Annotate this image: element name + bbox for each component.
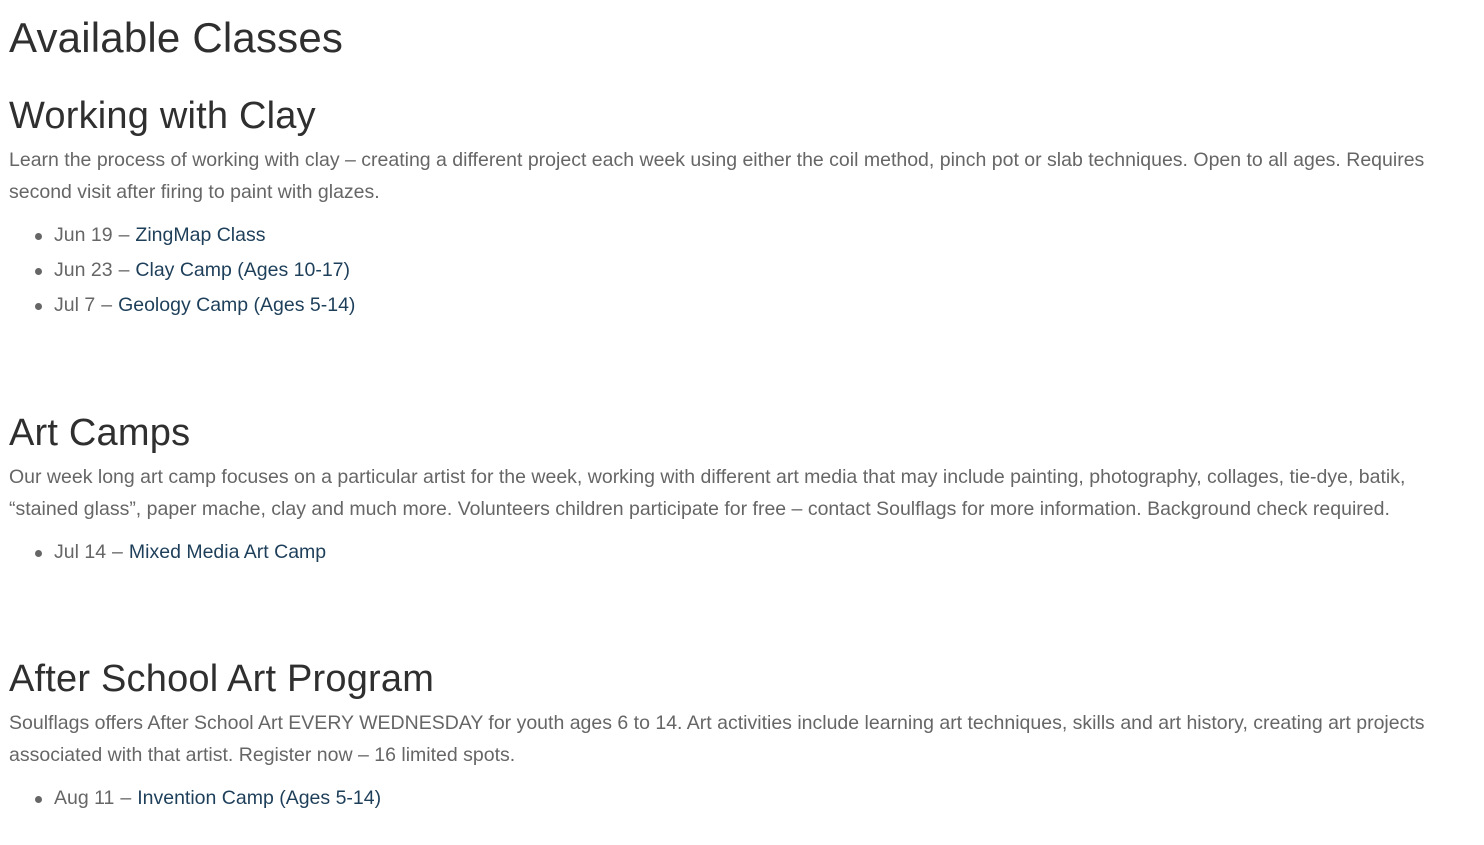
date-separator: –: [101, 294, 113, 316]
section-after-school-art-program: [9, 657, 1474, 816]
section-description: Learn the process of working with clay – creating a different project each week using either the coil method, pinch pot or slab techniques. Open to all ages. Requires second visit after firing to paint with glazes.: [9, 149, 1425, 203]
section-description: Soulflags offers After School Art EVERY WEDNESDAY for youth ages 6 to 14. Art activities include learning art techniques, skills and art history, creating art projects associated with that artist. Register now – 16 limited spots.: [9, 712, 1425, 766]
class-link-invention-camp[interactable]: Invention Camp (Ages 5-14): [137, 787, 382, 809]
date-separator: –: [120, 787, 132, 809]
class-date: Jul 7: [54, 294, 96, 316]
section-title: Art Camps: [9, 412, 191, 454]
page-title: Available Classes: [9, 14, 344, 61]
list-item: [9, 288, 1474, 323]
class-date: Jun 19: [54, 224, 113, 246]
list-item: [9, 781, 1474, 816]
section-title: After School Art Program: [9, 658, 435, 700]
class-list: [9, 535, 1474, 570]
date-separator: –: [112, 541, 123, 563]
class-date: Jun 23: [54, 259, 113, 281]
date-separator: –: [118, 259, 130, 281]
class-date: Aug 11: [54, 787, 115, 809]
class-link-clay-camp[interactable]: Clay Camp (Ages 10-17): [135, 259, 351, 281]
section-title: Working with Clay: [9, 95, 316, 137]
list-item: [9, 218, 1474, 253]
date-separator: –: [118, 224, 130, 246]
section-working-with-clay: [9, 94, 1474, 323]
section-description: Our week long art camp focuses on a particular artist for the week, working with different art media that may include painting, photography, collages, tie-dye, batik, “stained glass”, paper mache, clay and much more. Volunteers children participate for free – contact Soulflags for more information. Background check required.: [9, 466, 1406, 520]
class-link-zingmap[interactable]: ZingMap Class: [135, 224, 266, 246]
class-link-mixed-media-art-camp[interactable]: Mixed Media Art Camp: [128, 541, 327, 563]
list-item: [9, 253, 1474, 288]
class-list: [9, 218, 1474, 323]
class-list: [9, 781, 1474, 816]
section-art-camps: [9, 411, 1474, 570]
list-item: [9, 535, 1474, 570]
class-link-geology-camp[interactable]: Geology Camp (Ages 5-14): [118, 294, 356, 316]
class-date: Jul 14: [54, 541, 107, 563]
